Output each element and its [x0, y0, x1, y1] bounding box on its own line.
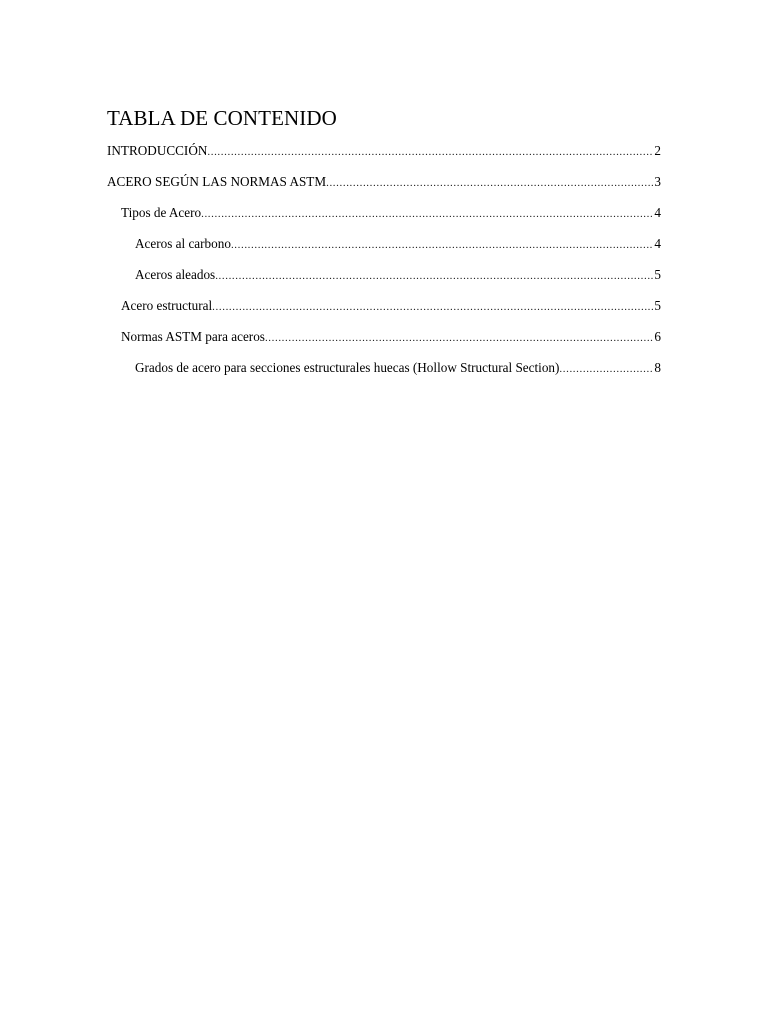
toc-entry-label: Aceros aleados [135, 267, 216, 282]
toc-dot-leader [265, 327, 653, 349]
toc-page-number: 5 [654, 267, 661, 282]
toc-entry-label: Aceros al carbono [135, 236, 231, 251]
toc-dot-leader [231, 234, 653, 256]
toc-page-number: 4 [654, 205, 661, 220]
toc-dot-leader [326, 172, 653, 194]
toc-entry-grados-de-acero-hss[interactable] [135, 357, 661, 379]
toc-entry-acero-segun-normas-astm[interactable] [107, 171, 661, 193]
toc-dot-leader [207, 141, 653, 163]
toc-page-number: 5 [654, 298, 661, 313]
toc-entry-tipos-de-acero[interactable] [121, 202, 661, 224]
toc-dot-leader [201, 203, 653, 225]
toc-page-number: 8 [654, 360, 661, 375]
toc-entry-introduccion[interactable] [107, 140, 661, 162]
toc-entry-normas-astm-para-aceros[interactable] [121, 326, 661, 348]
toc-page-number: 6 [654, 329, 661, 344]
toc-page-number: 2 [654, 143, 661, 158]
toc-entry-acero-estructural[interactable] [121, 295, 661, 317]
toc-entry-label: Tipos de Acero [121, 205, 202, 220]
toc-dot-leader [559, 358, 653, 380]
toc-page-number: 3 [654, 174, 661, 189]
toc-entry-aceros-aleados[interactable] [135, 264, 661, 286]
toc-entry-label: Acero estructural [121, 298, 213, 313]
toc-entry-label: ACERO SEGÚN LAS NORMAS ASTM [107, 174, 327, 189]
toc-entry-label: Normas ASTM para aceros [121, 329, 265, 344]
toc-entry-aceros-al-carbono[interactable] [135, 233, 661, 255]
toc-entry-label: INTRODUCCIÓN [107, 143, 208, 158]
toc-page-number: 4 [654, 236, 661, 251]
toc-entry-label: Grados de acero para secciones estructurales huecas (Hollow Structural Section) [135, 360, 560, 375]
toc-dot-leader [212, 296, 653, 318]
toc-dot-leader [215, 265, 653, 287]
toc-title: TABLA DE CONTENIDO [107, 106, 337, 130]
